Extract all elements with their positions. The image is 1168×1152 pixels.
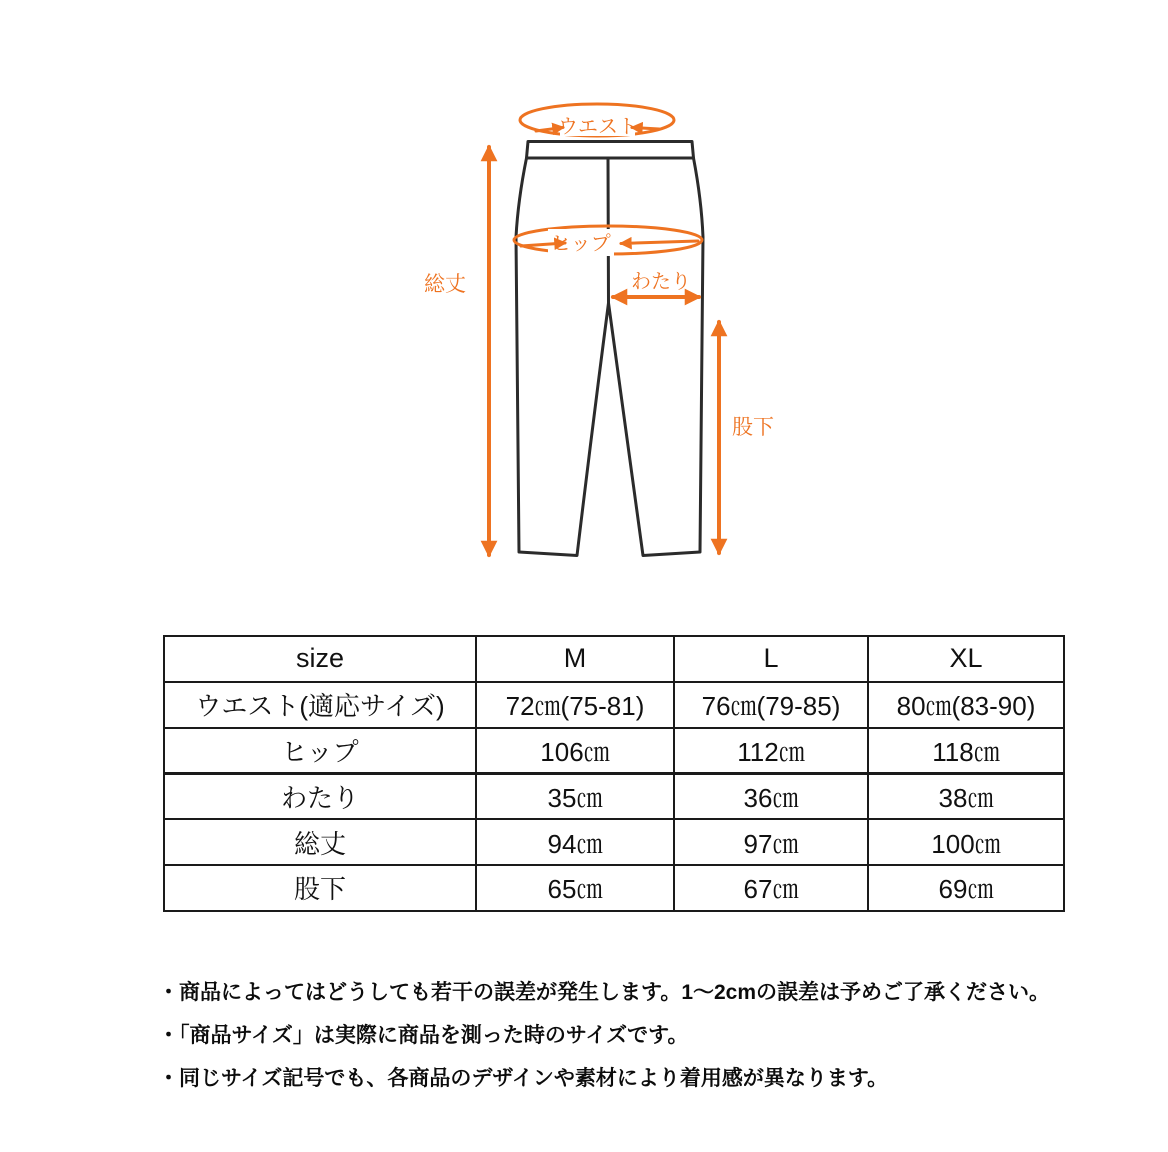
col-header-m: M <box>476 636 674 682</box>
waist-xl: 80㎝(83-90) <box>868 682 1064 728</box>
row-label-inseam: 股下 <box>164 865 476 911</box>
waist-l: 76㎝(79-85) <box>674 682 868 728</box>
col-header-l: L <box>674 636 868 682</box>
inseam-label: 股下 <box>732 416 774 439</box>
table-header-row <box>164 636 1064 682</box>
col-header-xl: XL <box>868 636 1064 682</box>
size-table <box>163 635 1065 912</box>
row-label-hip: ヒップ <box>164 728 476 774</box>
waist-label: ウエスト <box>558 116 638 138</box>
hip-l: 112㎝ <box>674 728 868 774</box>
note-fit-varies: ・同じサイズ記号でも、各商品のデザインや素材により着用感が異なります。 <box>158 1067 889 1090</box>
row-label-waist: ウエスト(適応サイズ) <box>164 682 476 728</box>
hip-label: ヒップ <box>551 233 611 255</box>
table-row-waist <box>164 682 1064 728</box>
thigh-xl: 38㎝ <box>868 773 1064 819</box>
pants-outline <box>516 142 703 556</box>
inseam-m: 65㎝ <box>476 865 674 911</box>
thigh-m: 35㎝ <box>476 773 674 819</box>
pants-waistband <box>527 142 694 159</box>
table-row-inseam <box>164 865 1064 911</box>
disclaimer-notes <box>158 981 1078 1110</box>
hip-arrow-right <box>621 241 698 244</box>
hip-xl: 118㎝ <box>868 728 1064 774</box>
length-m: 94㎝ <box>476 819 674 865</box>
note-product-size: ・「商品サイズ」は実際に商品を測った時のサイズです。 <box>158 1024 689 1047</box>
table-row-total-length <box>164 819 1064 865</box>
row-label-thigh: わたり <box>164 773 476 819</box>
pants-measurement-diagram <box>410 85 795 580</box>
row-label-total-length: 総丈 <box>164 819 476 865</box>
waist-m: 72㎝(75-81) <box>476 682 674 728</box>
thigh-label: わたり <box>631 271 691 293</box>
table-row-thigh <box>164 773 1064 819</box>
thigh-l: 36㎝ <box>674 773 868 819</box>
table-row-hip <box>164 728 1064 774</box>
total-length-label: 総丈 <box>424 273 466 296</box>
hip-m: 106㎝ <box>476 728 674 774</box>
length-xl: 100㎝ <box>868 819 1064 865</box>
length-l: 97㎝ <box>674 819 868 865</box>
inseam-xl: 69㎝ <box>868 865 1064 911</box>
note-tolerance: ・商品によってはどうしても若干の誤差が発生します。1〜2cmの誤差は予めご了承ください。 <box>158 981 1051 1004</box>
col-header-size: size <box>164 636 476 682</box>
inseam-l: 67㎝ <box>674 865 868 911</box>
